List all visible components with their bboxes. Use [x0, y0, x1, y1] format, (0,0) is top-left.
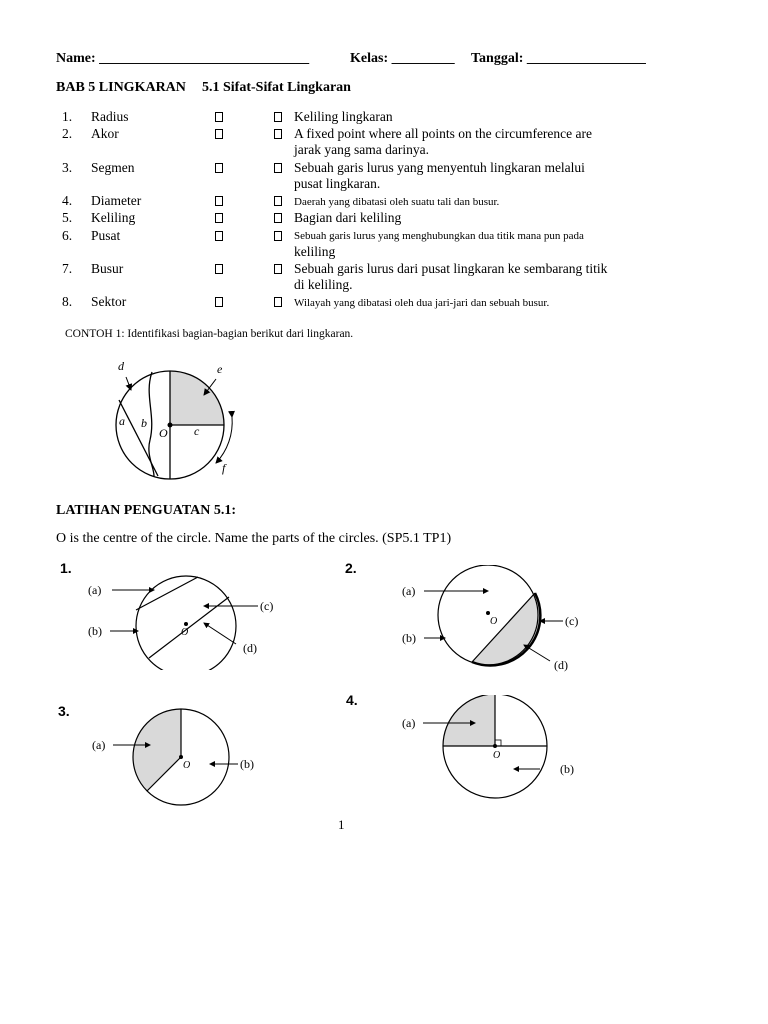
term-connector-box[interactable] [215, 231, 223, 241]
definition-text: Daerah yang dibatasi oleh suatu tali dan busur. [294, 196, 500, 208]
label-b: (b) [560, 762, 574, 776]
term-number: 4. [62, 193, 73, 208]
definition-text: Sebuah garis lurus yang menghubungkan dua titik mana pun pada [294, 230, 584, 242]
exercise-heading: LATIHAN PENGUATAN 5.1: [56, 503, 237, 518]
definition-text: Sebuah garis lurus yang menyentuh lingkaran melalui [294, 160, 585, 175]
term-label: Sektor [91, 294, 127, 309]
term-label: Pusat [91, 228, 121, 243]
definition-text: Bagian dari keliling [294, 210, 402, 225]
center-point [486, 611, 490, 615]
label-e: e [217, 362, 223, 376]
term-number: 5. [62, 210, 73, 225]
term-label: Busur [91, 261, 124, 276]
arrow-d [204, 623, 236, 644]
term-number: 1. [62, 109, 73, 124]
term-number: 8. [62, 294, 73, 309]
definition-connector-box[interactable] [274, 297, 282, 307]
problem-3-number: 3. [58, 703, 70, 719]
term-connector-box[interactable] [215, 112, 223, 122]
shaded-segment [472, 593, 540, 665]
definition-text: Wilayah yang dibatasi oleh dua jari-jari dan sebuah busur. [294, 297, 550, 309]
problem-2-number: 2. [345, 560, 357, 576]
label-b: (b) [240, 757, 254, 771]
exercise-instruction: O is the centre of the circle. Name the parts of the circles. (SP5.1 TP1) [56, 531, 452, 546]
term-connector-box[interactable] [215, 163, 223, 173]
shaded-sector [443, 695, 495, 746]
term-label: Keliling [91, 210, 136, 225]
term-number: 6. [62, 228, 73, 243]
label-d: (d) [554, 658, 568, 672]
label-b: (b) [402, 631, 416, 645]
term-connector-box[interactable] [215, 129, 223, 139]
center-point [168, 423, 173, 428]
label-d: (d) [243, 641, 257, 655]
definition-text: Sebuah garis lurus dari pusat lingkaran ke sembarang titik [294, 261, 608, 276]
label-a: (a) [402, 584, 416, 598]
definition-connector-box[interactable] [274, 213, 282, 223]
arrow-d [524, 645, 550, 661]
problem-2-diagram [400, 565, 600, 680]
label-d: d [118, 359, 124, 373]
page-number: 1 [338, 817, 345, 832]
term-label: Diameter [91, 193, 142, 208]
problem-3-diagram [90, 705, 275, 810]
term-label: Akor [91, 126, 119, 141]
label-b: (b) [88, 624, 102, 638]
definition-connector-box[interactable] [274, 129, 282, 139]
label-o: O [159, 426, 168, 440]
term-connector-box[interactable] [215, 196, 223, 206]
definition-text-continued: keliling [294, 244, 336, 259]
label-o: O [490, 616, 498, 627]
definition-text: A fixed point where all points on the circumference are [294, 126, 593, 141]
definition-connector-box[interactable] [274, 196, 282, 206]
definition-connector-box[interactable] [274, 112, 282, 122]
term-number: 2. [62, 126, 73, 141]
term-number: 7. [62, 261, 73, 276]
label-o: O [183, 760, 191, 771]
chord-line [136, 577, 198, 610]
label-c: (c) [565, 614, 579, 628]
term-label: Segmen [91, 160, 135, 175]
term-connector-box[interactable] [215, 297, 223, 307]
example-caption: CONTOH 1: Identifikasi bagian-bagian berikut dari lingkaran. [65, 328, 354, 340]
example-circle-diagram [100, 355, 260, 480]
term-connector-box[interactable] [215, 213, 223, 223]
section-title: 5.1 Sifat-Sifat Lingkaran [202, 80, 351, 95]
definition-text-continued: di keliling. [294, 277, 353, 292]
center-point [179, 755, 183, 759]
definition-connector-box[interactable] [274, 264, 282, 274]
definition-text-continued: pusat lingkaran. [294, 176, 381, 191]
problem-4-number: 4. [346, 692, 358, 708]
label-o: O [181, 627, 189, 638]
term-number: 3. [62, 160, 73, 175]
term-connector-box[interactable] [215, 264, 223, 274]
problem-1-diagram [86, 570, 296, 670]
shaded-sector [133, 709, 181, 791]
kelas-field-label: Kelas: _________ [350, 51, 455, 66]
label-a: (a) [402, 716, 416, 730]
definition-connector-box[interactable] [274, 163, 282, 173]
center-point [184, 622, 188, 626]
arrow-d [126, 377, 131, 390]
center-point [493, 744, 497, 748]
label-o: O [493, 750, 501, 761]
label-a: (a) [88, 583, 102, 597]
problem-4-diagram [400, 695, 580, 807]
term-label: Radius [91, 109, 129, 124]
label-a: a [119, 414, 125, 428]
definition-text-continued: jarak yang sama darinya. [294, 142, 429, 157]
label-b: b [141, 416, 147, 430]
name-field-label: Name: ______________________________ [56, 51, 310, 66]
label-a: (a) [92, 738, 106, 752]
label-f: f [222, 461, 226, 475]
tanggal-field-label: Tanggal: _________________ [471, 51, 646, 66]
definition-text: Keliling lingkaran [294, 109, 393, 124]
definition-connector-box[interactable] [274, 231, 282, 241]
chapter-title: BAB 5 LINGKARAN [56, 80, 186, 95]
label-c: (c) [260, 599, 274, 613]
label-c: c [194, 424, 200, 438]
problem-1-number: 1. [60, 560, 72, 576]
